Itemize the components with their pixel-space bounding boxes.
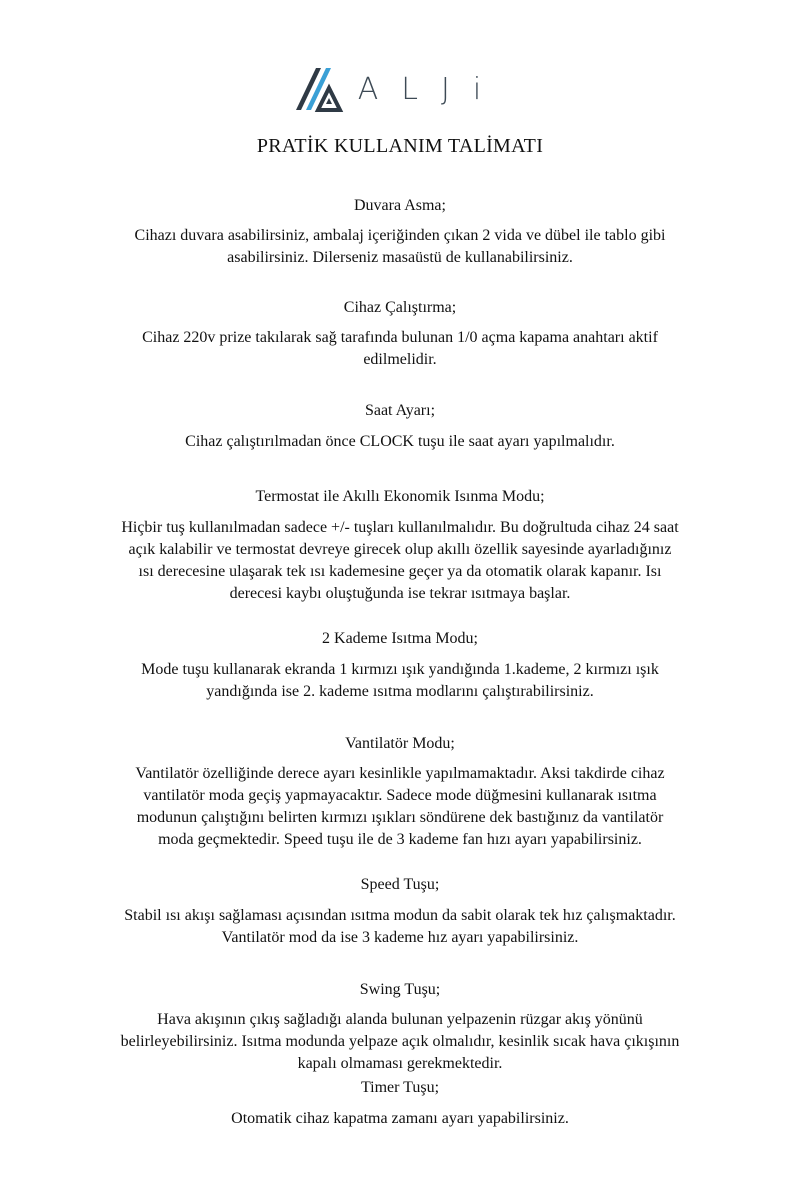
section-body-swing: Hava akışının çıkış sağladığı alanda bulunan yelpazenin rüzgar akış yönünü belirleyebilirsiniz. Isıtma modunda yelpaze açık olmalıdır, kesinlik sıcak hava çıkışının kapalı olmaması gerekmektedir. — [120, 1011, 680, 1072]
section-heading-vantilator: Vantilatör Modu; — [345, 735, 455, 752]
section-body-2-kademe: Mode tuşu kullanarak ekranda 1 kırmızı ışık yandığında 1.kademe, 2 kırmızı ışık yandığında ise 2. kademe ısıtma modlarını çalıştırabilirsiniz. — [141, 661, 659, 700]
section-heading-timer: Timer Tuşu; — [360, 1079, 440, 1096]
section-body-timer: Otomatik cihaz kapatma zamanı ayarı yapabilirsiniz. — [231, 1110, 569, 1127]
section-body-duvara-asma: Cihazı duvara asabilirsiniz, ambalaj içeriğinden çıkan 2 vida ve dübel ile tablo gibi asabilirsiniz. Dilerseniz masaüstü de kullanabilirsiniz. — [134, 227, 666, 266]
brand-logo-inner — [296, 66, 504, 112]
section-heading-duvara-asma: Duvara Asma; — [354, 197, 446, 214]
brand-logo-text: ALJi — [357, 71, 505, 107]
section-body-speed: Stabil ısı akışı sağlaması açısından ısıtma modun da sabit olarak tek hız çalışmaktadır. Vantilatör mod da ise 3 kademe hız ayarı yapabilirsiniz. — [124, 907, 676, 946]
section-body-vantilator: Vantilatör özelliğinde derece ayarı kesinlikle yapılmamaktadır. Aksi takdirde cihaz vantilatör moda geçiş yapmayacaktır. Sadece mode düğmesini kullanarak ısıtma modunun çalıştığını belirten kırmızı ışıkları söndürene dek bastığınız da vantilatör moda geçmektedir. Speed tuşu ile de 3 kademe fan hızı ayarı yapabilirsiniz. — [135, 765, 665, 848]
page-title: PRATİK KULLANIM TALİMATI — [256, 135, 544, 157]
section-heading-swing: Swing Tuşu; — [359, 981, 441, 998]
section-heading-cihaz-calistirma: Cihaz Çalıştırma; — [343, 299, 457, 316]
section-heading-termostat: Termostat ile Akıllı Ekonomik Isınma Modu; — [255, 488, 545, 505]
section-heading-2-kademe: 2 Kademe Isıtma Modu; — [322, 630, 478, 647]
section-body-cihaz-calistirma: Cihaz 220v prize takılarak sağ tarafında bulunan 1/0 açma kapama anahtarı aktif edilmelidir. — [142, 329, 658, 368]
section-heading-speed: Speed Tuşu; — [360, 876, 440, 893]
section-body-termostat: Hiçbir tuş kullanılmadan sadece +/- tuşları kullanılmalıdır. Bu doğrultuda cihaz 24 saat açık kalabilir ve termostat devreye girecek olup akıllı özellik sayesinde ayarladığınız ısı derecesine ulaşarak tek ısı kademesine geçer ya da otomatik olarak kapanır. Isı derecesi kaybı oluştuğunda ise tekrar ısıtmaya başlar. — [121, 519, 679, 602]
brand-logo — [0, 64, 800, 114]
section-heading-saat-ayari: Saat Ayarı; — [364, 402, 436, 419]
alji-logo-icon — [296, 66, 348, 112]
section-body-saat-ayari: Cihaz çalıştırılmadan önce CLOCK tuşu ile saat ayarı yapılmalıdır. — [185, 433, 615, 450]
